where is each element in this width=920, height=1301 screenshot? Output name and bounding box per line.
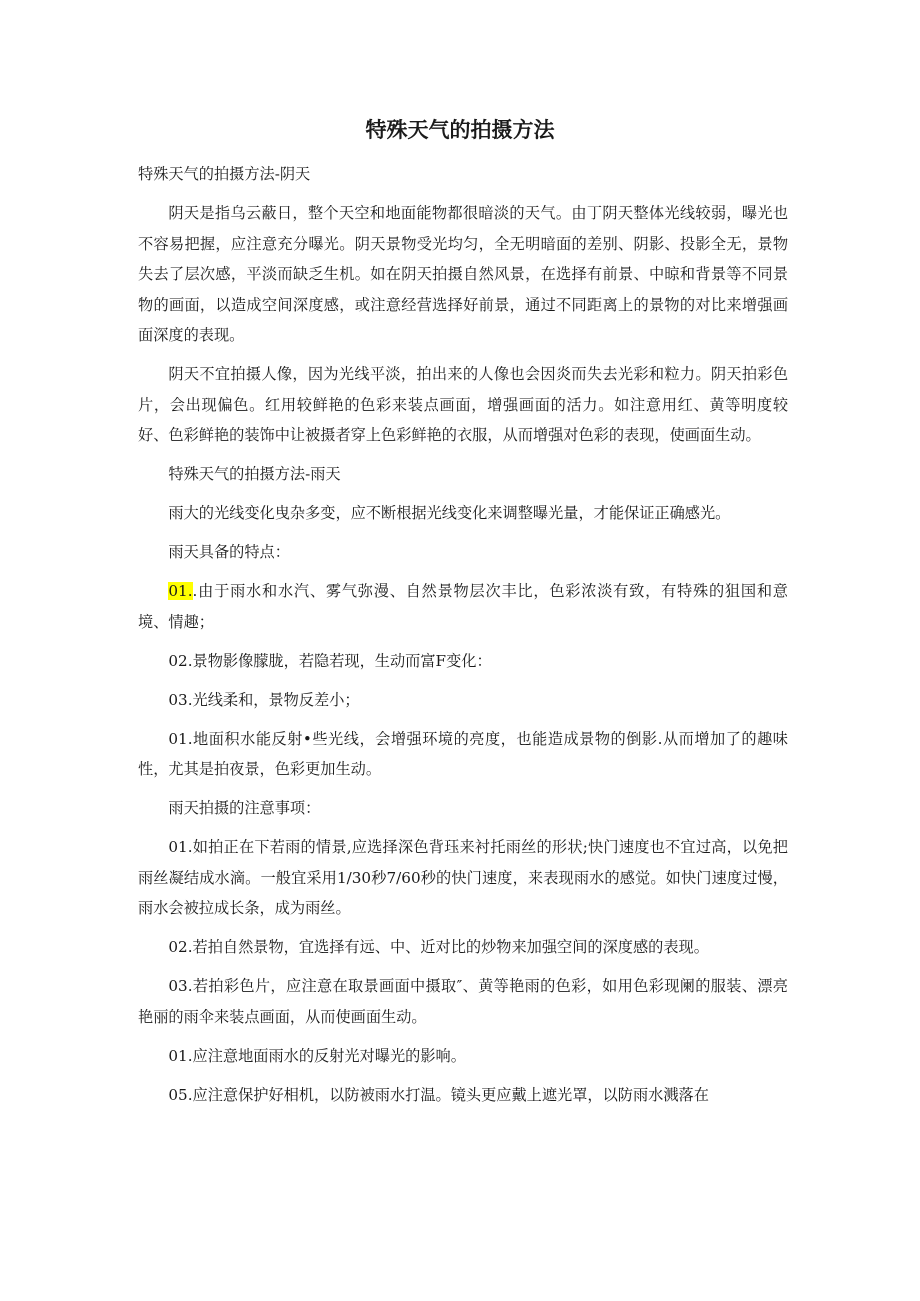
note-item: 01.应注意地面雨水的反射光对曝光的影响。 — [168, 1046, 466, 1065]
feature-text: .由于雨水和水汽、雾气弥漫、自然景物层次丰比，色彩浓淡有致，有特殊的狙国和意境、情趣； — [138, 582, 788, 631]
features-heading: 雨天具备的特点： — [168, 543, 290, 561]
section-heading-overcast: 特殊天气的拍摄方法-阴天 — [138, 165, 311, 183]
feature-item: 03.光线柔和，景物反差小； — [168, 690, 360, 709]
note-item: 02.若拍自然景物，宜选择有远、中、近对比的炒物来加强空间的深度感的表现。 — [168, 938, 709, 956]
note-item: 01.如拍正在下若雨的情景,应选择深色背珏来衬托雨丝的形状;快门速度也不宜过高，以免把雨丝凝结成水滴。一般宜采用1/30秒7/60秒的快门速度，来表现雨水的感觉。如快门速度过慢，雨水会被拉成长条，成为雨丝。 — [138, 838, 788, 917]
section-heading-rain: 特殊天气的拍摄方法-雨天 — [168, 465, 341, 483]
note-item: 05.应注意保护好相机，以防被雨水打温。镜头更应戴上遮光罩，以防雨水溅落在 — [168, 1085, 709, 1104]
paragraph: 阴天是指乌云蔽日，整个天空和地面能物都很暗淡的天气。由丁阴天整体光线较弱，曝光也不容易把握，应注意充分曝光。阴天景物受光均匀，全无明暗面的差别、阴影、投影全无，景物失去了层次感，平淡而缺乏生机。如在阴天拍摄自然风景，在选择有前景、中晾和背景等不同景物的画面，以造成空间深度感，或注意经营选择好前景，通过不同距离上的景物的对比来增强画面深度的表现。 — [138, 204, 788, 344]
feature-item: 02.景物影像朦胧，若隐若现，生动而富F变化： — [168, 651, 492, 670]
notes-heading: 雨天拍摄的注意事项： — [168, 799, 321, 817]
highlighted-number: 01. — [168, 582, 193, 600]
document-body — [138, 159, 788, 1119]
document-title: 特殊天气的拍摄方法 — [365, 118, 555, 142]
feature-item — [138, 576, 788, 637]
paragraph: 雨大的光线变化曳杂多变，应不断根据光线变化来调整曝光量，才能保证正确感光。 — [168, 504, 731, 522]
feature-item: 01.地面积水能反射•些光线，会增强环境的亮度，也能造成景物的倒影.从而增加了的趣味性，尤其是拍夜景，色彩更加生动。 — [138, 729, 788, 778]
note-item: 03.若拍彩色片，应注意在取景画面中摄取″、黄等艳雨的色彩，如用色彩现阑的服装、漂亮艳丽的雨伞来装点画面，从而使画面生动。 — [138, 977, 788, 1026]
paragraph: 阴天不宜拍摄人像，因为光线平淡，拍出来的人像也会因炎而失去光彩和粒力。阴天拍彩色片，会出现偏色。红用较鲜艳的色彩来装点画面，增强画面的活力。如注意用红、黄等明度较好、色彩鲜艳的装饰中让被摄者穿上色彩鲜艳的衣服，从而增强对色彩的表现，使画面生动。 — [138, 365, 788, 444]
